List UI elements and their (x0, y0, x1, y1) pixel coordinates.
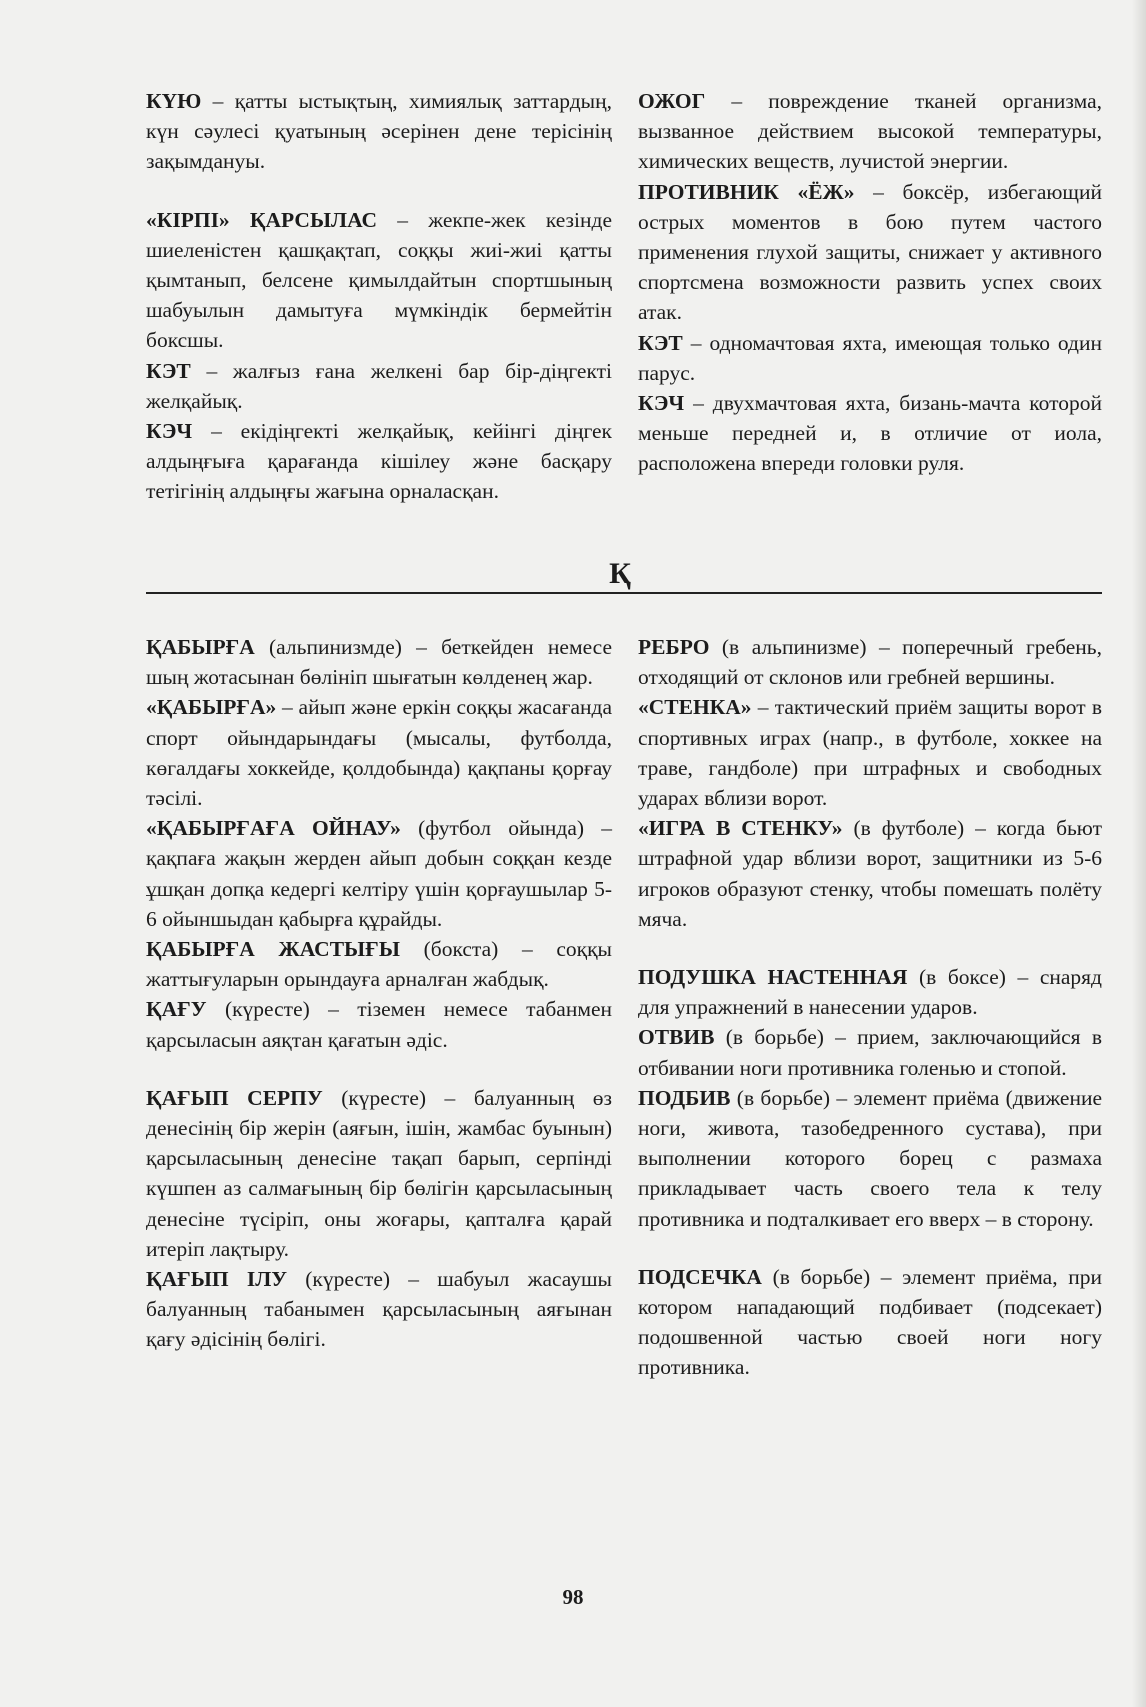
entry-kabyrga: ҚАБЫРҒА (альпинизмде) – беткейден немесе шың жотасынан бөлініп шығатын көлденең жар. (146, 635, 612, 690)
entry-podushka-nastennaya: ПОДУШКА НАСТЕННАЯ (в боксе) – снаряд для упражнений в нанесении ударов. (638, 965, 1102, 1020)
entry-podsechka: ПОДСЕЧКА (в борьбе) – элемент приёма, при котором нападающий подбивает (подсекает) подошвенной частью своей ноги ногу противника. (638, 1264, 1102, 1380)
page-edge-shadow (1132, 0, 1146, 1707)
page-number: 98 (562, 1585, 584, 1609)
entry-rebro: РЕБРО (в альпинизме) – поперечный гребень, отходящий от склонов или гребней вершины. (638, 635, 1102, 690)
entry-otviv: ОТВИВ (в борьбе) – прием, заключающийся в отбивании ноги противника голенью и стопой. (638, 1025, 1102, 1080)
entry-kagu: ҚАҒУ (күресте) – тіземен немесе табанмен қарсыласын аяқтан қағатын әдіс. (146, 997, 612, 1052)
entry-kabyrga-zhastygy: ҚАБЫРҒА ЖАСТЫҒЫ (бокста) – соққы жаттығуларын орындауға арналған жабдық. (146, 937, 612, 992)
entry-kech-kz: КЭЧ – екідіңгекті желқайық, кейінгі діңгек алдыңғыға қарағанда кішілеу және басқару тетігінің алдыңғы жағына орналасқан. (146, 419, 612, 504)
entry-kagyp-ilu: ҚАҒЫП ІЛУ (күресте) – шабуыл жасаушы балуанның табанымен қарсыласының аяғынан қағу әдісінің бөлігі. (146, 1267, 612, 1352)
section-letter-heading: Қ (609, 557, 631, 590)
entry-kagyp-serpu: ҚАҒЫП СЕРПУ (күресте) – балуанның өз денесінің бір жерін (аяғын, ішін, жамбас буынын) қарсыласының денесіне тақап барып, серпінді күшпен аз салмағының бір бөлігін қарсыласының денесіне түсіріп, оны жоғары, қапталға қарай итеріп лақтыру. (146, 1085, 612, 1261)
section-divider (146, 592, 1102, 594)
entry-kech-ru: КЭЧ – двухмачтовая яхта, бизань-мачта которой меньше передней и, в отличие от иола, расположена впереди головки руля. (638, 391, 1102, 476)
entry-stenka: «СТЕНКА» – тактический приём защиты ворот в спортивных играх (напр., в футболе, хоккее на траве, гандболе) при штрафных и свободных ударах вблизи ворот. (638, 695, 1102, 811)
entry-kirpi-karsylas: «КІРПІ» ҚАРСЫЛАС – жекпе-жек кезінде шиеленістен қашқақтап, соққы жиі-жиі қатты қымтанып, белсене қимылдайтын спортшының шабуылын дамытуға мүмкіндік бермейтін боксшы. (146, 207, 612, 353)
top-left-column (146, 86, 612, 507)
entry-podbiv: ПОДБИВ (в борьбе) – элемент приёма (движение ноги, живота, тазобедренного сустава), при выполнении которого борец с размаха прикладывает часть своего тела к телу противника и подталкивает его вверх – в сторону. (638, 1085, 1102, 1231)
top-right-column (638, 86, 1102, 479)
entry-protivnik-yozh: ПРОТИВНИК «ЁЖ» – боксёр, избегающий острых моментов в бою путем частого применения глухой защиты, снижает у активного спортсмена возможности развить успех своих атак. (638, 179, 1102, 325)
entry-igra-v-stenku: «ИГРА В СТЕНКУ» (в футболе) – когда бьют штрафной удар вблизи ворот, защитники из 5-6 игроков образуют стенку, чтобы помешать полёту мяча. (638, 816, 1102, 931)
entry-kuyu: КҮЮ – қатты ыстықтың, химиялық заттардың, күн сәулесі қуатының әсерінен дене терісінің зақымдануы. (146, 89, 612, 174)
entry-kabyrga-quoted: «ҚАБЫРҒА» – айып және еркін соққы жасағанда спорт ойындарындағы (мысалы, футболда, көгалдағы хоккейде, қолдобында) қақпаны қорғау тәсілі. (146, 695, 612, 811)
bottom-left-column (146, 632, 612, 1355)
entry-kabyrgaga-oinau: «ҚАБЫРҒАҒА ОЙНАУ» (футбол ойында) – қақпаға жақын жерден айып добын соққан кезде ұшқан допқа кедергі келтіру үшін қорғаушылар 5-6 ойыншыдан қабырға құрайды. (146, 816, 613, 931)
entry-ket-ru: КЭТ – одномачтовая яхта, имеющая только один парус. (638, 330, 1102, 385)
entry-ozhog: ОЖОГ – повреждение тканей организма, вызванное действием высокой температуры, химических веществ, лучистой энергии. (638, 89, 1102, 174)
entry-ket-kz: КЭТ – жалғыз ғана желкені бар бір-діңгекті желқайық. (146, 358, 612, 413)
bottom-right-column (638, 632, 1102, 1383)
